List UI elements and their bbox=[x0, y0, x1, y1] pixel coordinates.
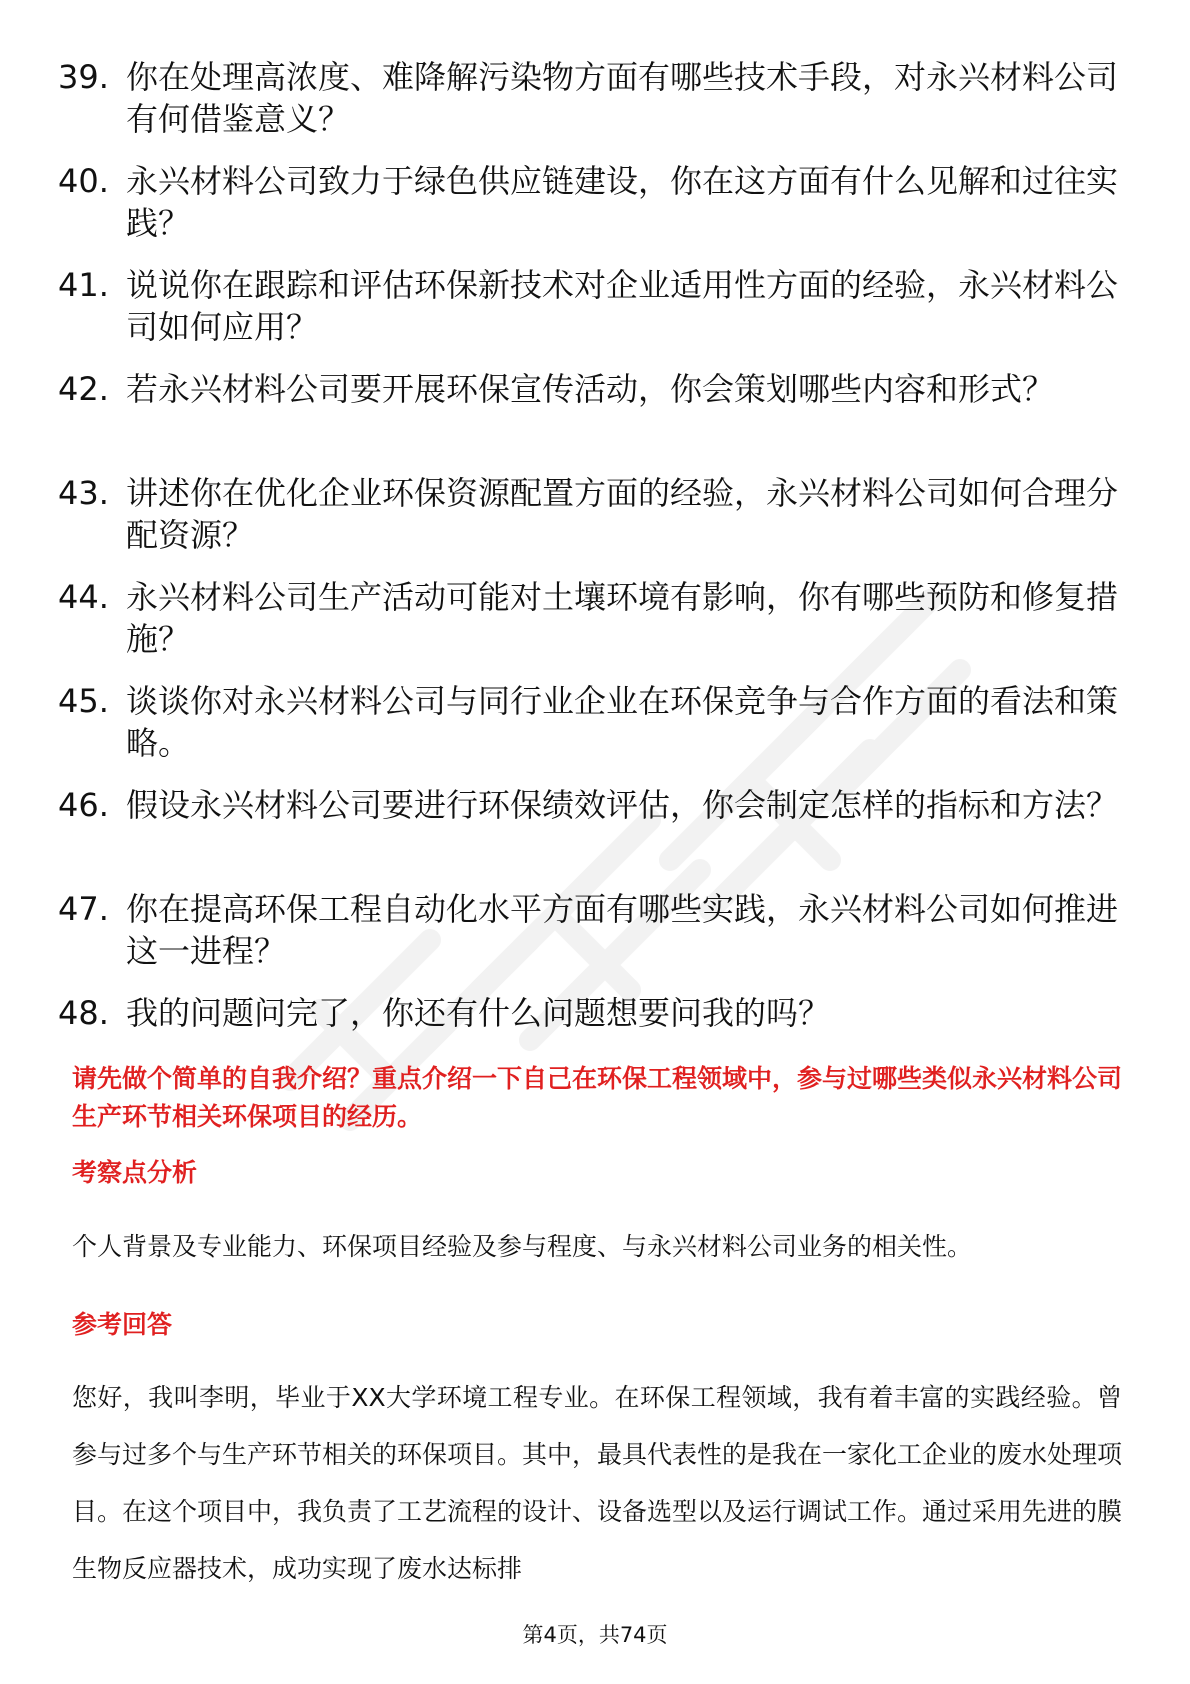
question-number: 41. bbox=[58, 266, 109, 304]
question-number: 40. bbox=[58, 162, 109, 200]
question-item bbox=[58, 472, 1118, 576]
question-text: 永兴材料公司致力于绿色供应链建设，你在这方面有什么见解和过往实践？ bbox=[126, 162, 1119, 242]
question-text: 谈谈你对永兴材料公司与同行业企业在环保竞争与合作方面的看法和策略。 bbox=[126, 682, 1119, 762]
question-text: 假设永兴材料公司要进行环保绩效评估，你会制定怎样的指标和方法？ bbox=[126, 786, 1119, 824]
question-number: 48. bbox=[58, 994, 109, 1032]
analysis-heading: 考察点分析 bbox=[72, 1158, 198, 1187]
question-text: 说说你在跟踪和评估环保新技术对企业适用性方面的经验，永兴材料公司如何应用？ bbox=[126, 266, 1119, 346]
analysis-text: 个人背景及专业能力、环保项目经验及参与程度、与永兴材料公司业务的相关性。 bbox=[72, 1232, 973, 1261]
question-number: 45. bbox=[58, 682, 109, 720]
question-item bbox=[58, 368, 1118, 472]
question-number: 44. bbox=[58, 578, 109, 616]
question-text: 讲述你在优化企业环保资源配置方面的经验，永兴材料公司如何合理分配资源？ bbox=[126, 474, 1119, 554]
question-number: 42. bbox=[58, 370, 109, 408]
question-item bbox=[58, 264, 1118, 368]
question-number: 47. bbox=[58, 890, 109, 928]
answer-heading: 参考回答 bbox=[72, 1310, 173, 1339]
answer-text: 您好，我叫李明，毕业于XX大学环境工程专业。在环保工程领域，我有着丰富的实践经验。曾参与过多个与生产环节相关的环保项目。其中，最具代表性的是我在一家化工企业的废水处理项目。在这个项目中，我负责了工艺流程的设计、设备选型以及运行调试工作。通过采用先进的膜生物反应器技术，成功实现了废水达标排 bbox=[72, 1383, 1123, 1583]
question-item bbox=[58, 680, 1118, 784]
question-item bbox=[58, 56, 1118, 160]
question-item bbox=[58, 576, 1118, 680]
question-text: 永兴材料公司生产活动可能对土壤环境有影响，你有哪些预防和修复措施？ bbox=[126, 578, 1119, 658]
question-text: 我的问题问完了，你还有什么问题想要问我的吗？ bbox=[126, 994, 831, 1032]
highlight-question: 请先做个简单的自我介绍？重点介绍一下自己在环保工程领域中，参与过哪些类似永兴材料公司生产环节相关环保项目的经历。 bbox=[72, 1064, 1123, 1131]
question-text: 你在处理高浓度、难降解污染物方面有哪些技术手段，对永兴材料公司有何借鉴意义？ bbox=[126, 58, 1119, 138]
question-number: 43. bbox=[58, 474, 109, 512]
question-list bbox=[58, 56, 1118, 1048]
page-footer: 第4页，共74页 bbox=[522, 1623, 668, 1647]
question-item bbox=[58, 784, 1118, 888]
question-number: 46. bbox=[58, 786, 109, 824]
question-text: 你在提高环保工程自动化水平方面有哪些实践，永兴材料公司如何推进这一进程？ bbox=[126, 890, 1119, 970]
question-number: 39. bbox=[58, 58, 109, 96]
question-text: 若永兴材料公司要开展环保宣传活动，你会策划哪些内容和形式？ bbox=[126, 370, 1055, 408]
question-item bbox=[58, 888, 1118, 992]
question-item bbox=[58, 992, 1118, 1048]
question-item bbox=[58, 160, 1118, 264]
